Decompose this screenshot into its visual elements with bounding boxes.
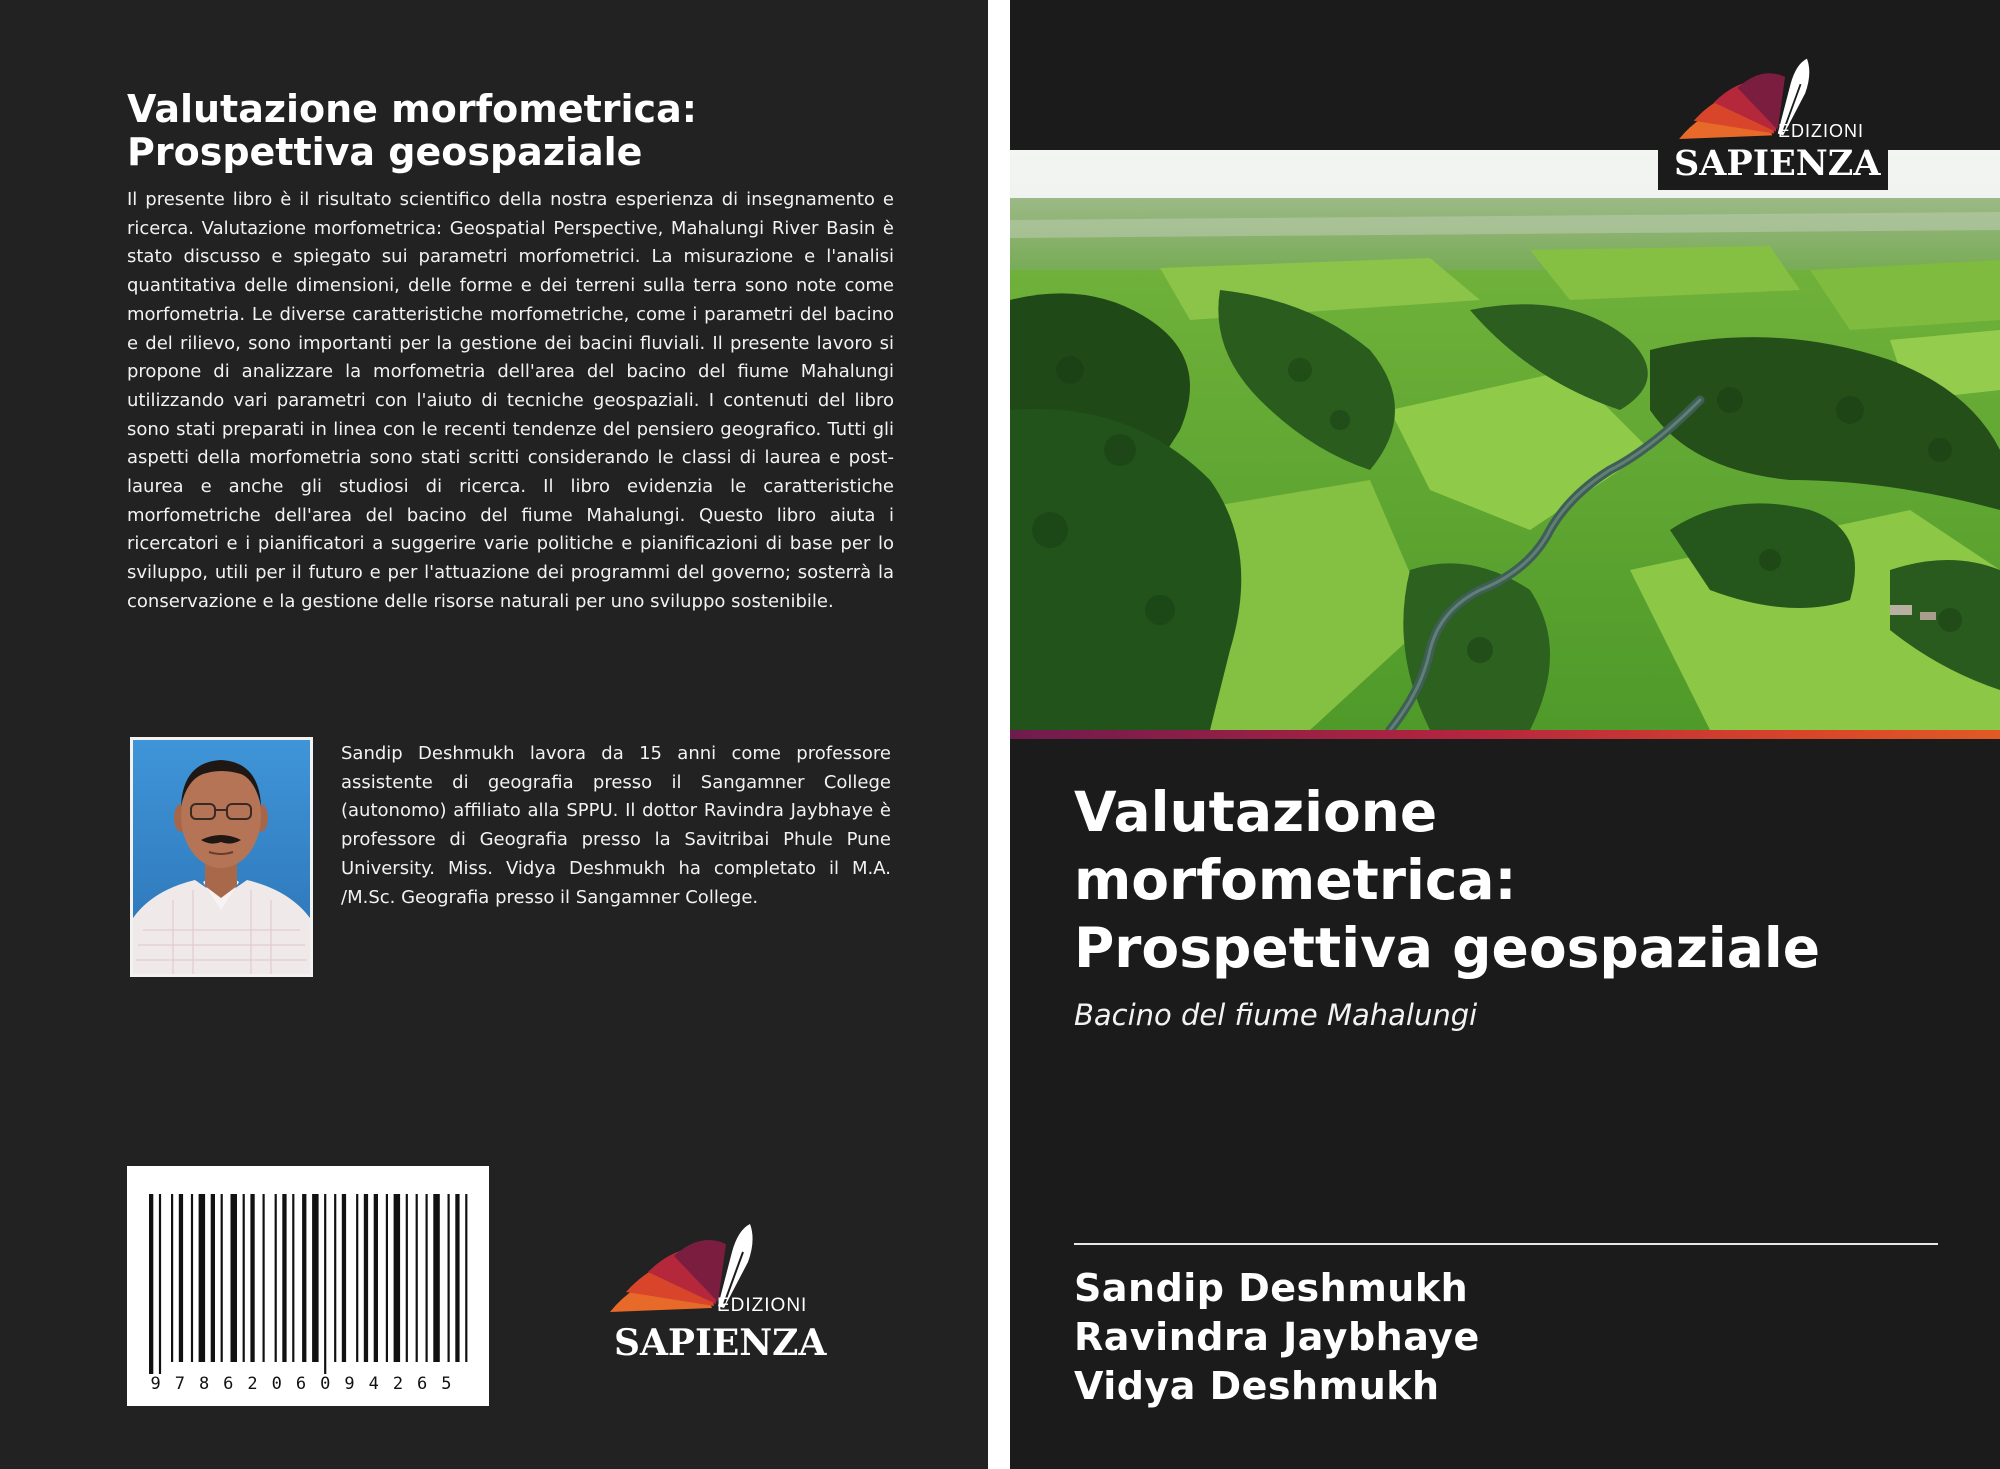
book-subtitle: Bacino del fiume Mahalungi <box>1074 998 1478 1032</box>
barcode-bar <box>243 1194 245 1362</box>
barcode-bar <box>374 1194 378 1362</box>
barcode-bar <box>292 1194 294 1362</box>
book-blurb: Il presente libro è il risultato scientifico della nostra esperienza di insegnamento e ricerca. Valutazione morfometrica: Geospatial Perspective, Mahalungi River Basin è stato discusso e spiegato sui parametri morfometrici. La misurazione e l'analisi quantitativa delle dimensioni, delle forme e dei terreni sulla terra sono note come morfometria. Le diverse caratteristiche morfometriche, come i parametri del bacino e del rilievo, sono importanti per la gestione dei bacini fluviali. Il presente lavoro si propone di analizzare la morfometria dell'area del bacino del fiume Mahalungi utilizzando vari parametri con l'aiuto di tecniche geospaziali. I contenuti del libro sono stati preparati in linea con le recenti tendenze del pensiero geografico. Tutti gli aspetti della morfometria sono stati scritti considerando le classi di laurea e post-laurea e anche gli studiosi di ricerca. Il libro evidenzia le caratteristiche morfometriche dell'area del bacino del fiume Mahalungi. Questo libro aiuta i ricercatori e i pianificatori a suggerire varie politiche e pianificazioni di base per lo sviluppo, utili per il futuro e per l'attuazione dei programmi del governo; sosterrà la conservazione e la gestione delle risorse naturali per uno sviluppo sostenibile. <box>127 189 894 612</box>
front-cover-title <box>1074 778 1974 982</box>
barcode-bar <box>364 1194 368 1362</box>
barcode-bar <box>356 1194 358 1362</box>
barcode-bar <box>275 1194 277 1362</box>
barcode-bar <box>433 1194 440 1362</box>
barcode-bar <box>406 1194 408 1362</box>
back-title-line-2: Prospettiva geospaziale <box>127 130 643 174</box>
publisher-name: SAPIENZA <box>1674 143 1881 184</box>
barcode-bar <box>334 1194 336 1362</box>
author-list <box>1074 1264 1480 1411</box>
barcode-bar <box>312 1194 319 1362</box>
barcode-bar <box>342 1194 346 1362</box>
barcode-bar <box>394 1194 401 1362</box>
barcode-bar <box>171 1194 173 1362</box>
barcode-bar <box>199 1194 206 1362</box>
barcode-bar <box>448 1194 450 1362</box>
barcode-bar <box>221 1194 223 1362</box>
publisher-name: SAPIENZA <box>614 1322 827 1364</box>
front-cover <box>1010 0 2000 1469</box>
barcode-bar <box>211 1194 215 1362</box>
barcode-bar <box>324 1194 326 1374</box>
barcode-bar <box>426 1194 428 1362</box>
author-name: Vidya Deshmukh <box>1074 1364 1440 1408</box>
barcode-bar <box>149 1194 153 1374</box>
barcode-bar <box>231 1194 238 1362</box>
publisher-edizioni-label: EDIZIONI <box>717 1295 808 1316</box>
barcode-bar <box>386 1194 388 1362</box>
barcode-bar <box>191 1194 193 1362</box>
back-cover <box>0 0 988 1469</box>
isbn-barcode <box>127 1166 489 1406</box>
cover-landscape-image <box>1010 150 2000 730</box>
front-title-line-1: Valutazione <box>1074 780 1438 844</box>
publisher-edizioni-label: EDIZIONI <box>1778 121 1865 141</box>
isbn-digits: 9786206094265 <box>150 1374 466 1394</box>
aerial-river-valley-image <box>1010 150 2000 730</box>
author-portrait-image <box>133 740 310 974</box>
barcode-bar <box>465 1194 467 1362</box>
barcode-bar <box>263 1194 265 1362</box>
barcode-bar <box>416 1194 418 1362</box>
author-bio: Sandip Deshmukh lavora da 15 anni come professore assistente di geografia presso il Sangamner College (autonomo) affiliato alla SPPU. Il dottor Ravindra Jaybhaye è professore di Geografia presso la Savitribai Phule Pune University. Miss. Vidya Deshmukh ha completato il M.A. /M.Sc. Geografia presso il Sangamner College. <box>341 743 891 908</box>
back-cover-title <box>127 88 907 174</box>
barcode-bar <box>455 1194 459 1362</box>
author-photo <box>130 737 313 977</box>
back-title-line-1: Valutazione morfometrica: <box>127 87 697 131</box>
barcode-bar <box>179 1194 183 1362</box>
front-title-line-2: morfometrica: <box>1074 848 1517 912</box>
author-name: Sandip Deshmukh <box>1074 1266 1469 1310</box>
author-divider <box>1074 1243 1938 1245</box>
publisher-logo-front-panel <box>1658 55 1888 190</box>
publisher-logo-back <box>600 1222 830 1367</box>
accent-divider <box>1010 730 2000 739</box>
barcode-bar <box>302 1194 306 1362</box>
publisher-logo-front <box>1670 55 1880 190</box>
barcode-icon <box>127 1166 489 1406</box>
front-title-line-3: Prospettiva geospaziale <box>1074 916 1820 980</box>
barcode-bar <box>159 1194 161 1374</box>
author-name: Ravindra Jaybhaye <box>1074 1315 1480 1359</box>
barcode-bar <box>282 1194 286 1362</box>
barcode-bar <box>250 1194 254 1362</box>
